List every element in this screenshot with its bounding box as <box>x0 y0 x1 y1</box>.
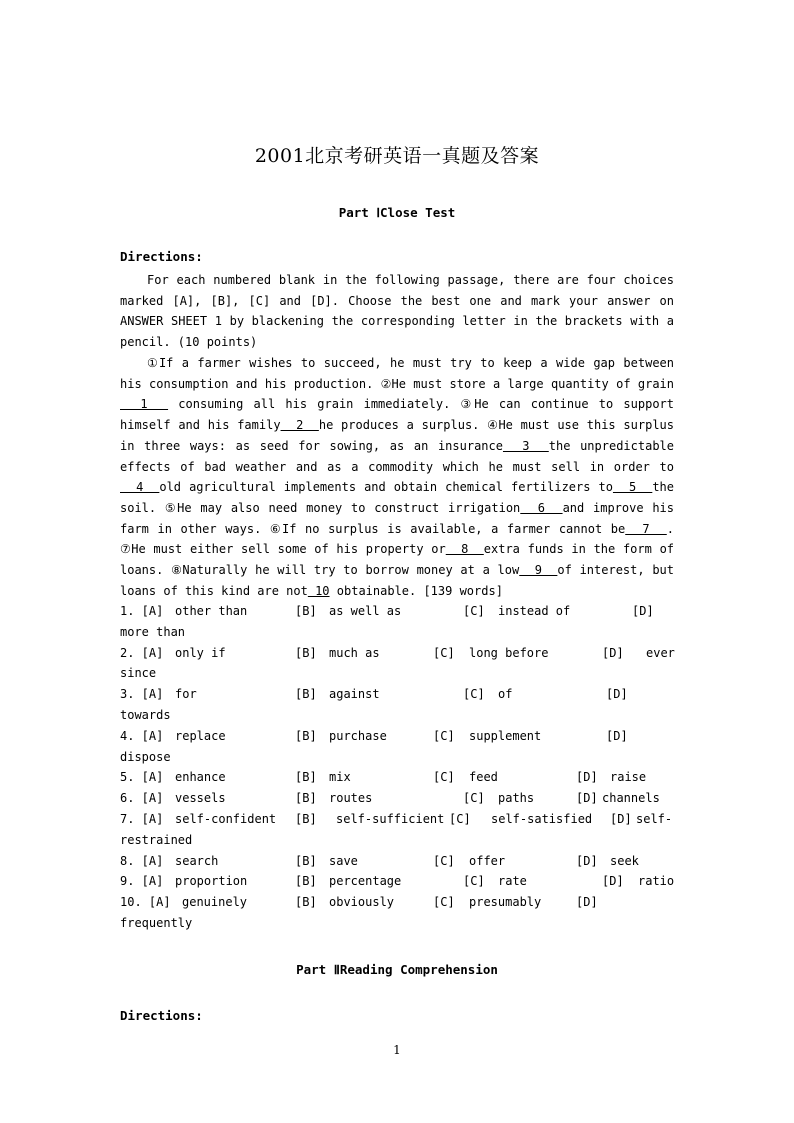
option-a-label: 8. [A] <box>120 853 164 868</box>
option-a: enhance <box>175 770 226 785</box>
part1-heading: Part ⅠClose Test <box>338 205 456 220</box>
option-b-label: [B] <box>295 604 317 618</box>
question-7 <box>120 809 680 851</box>
option-a: other than <box>175 604 248 618</box>
question-8 <box>120 851 680 872</box>
option-d: ratio <box>638 874 675 889</box>
option-d: ever <box>646 645 675 660</box>
option-d: dispose <box>120 749 171 764</box>
question-options <box>120 601 680 934</box>
option-b-label: [B] <box>295 770 317 785</box>
option-a: vessels <box>175 791 226 806</box>
passage-text: the soil. ⑤He may also need money to construct irrigation <box>120 480 674 515</box>
directions-label: Directions: <box>120 249 203 264</box>
option-d-continued: since <box>120 666 157 681</box>
directions2-label: Directions: <box>120 1008 203 1023</box>
option-d: more than <box>120 624 186 639</box>
option-b: against <box>329 687 380 702</box>
option-c: offer <box>469 853 506 868</box>
option-d: seek <box>610 853 639 868</box>
option-b: obviously <box>329 895 395 910</box>
option-a-label: 6. [A] <box>120 791 164 806</box>
question-4 <box>120 726 680 768</box>
option-b-label: [B] <box>295 895 317 910</box>
option-b-label: [B] <box>295 645 317 660</box>
option-a-label: 2. [A] <box>120 645 164 660</box>
option-c-label: [C] <box>449 811 471 826</box>
option-c-label: [C] <box>433 645 455 660</box>
question-3 <box>120 684 680 726</box>
passage-text: the unpredictable effects of bad weather and as a commodity which he must sell in order to <box>120 438 674 474</box>
part2-heading: Part ⅡReading Comprehension <box>296 962 498 977</box>
cloze-passage <box>120 353 674 601</box>
directions-text <box>120 270 674 353</box>
question-1 <box>120 601 680 643</box>
blank-5: 5 <box>612 480 653 495</box>
option-a-label: 5. [A] <box>120 770 164 785</box>
question-6 <box>120 788 680 809</box>
option-d: channels <box>602 791 660 806</box>
option-c: self-satisfied <box>491 811 593 826</box>
option-d-label: [D] <box>576 791 598 806</box>
option-a: self-confident <box>175 811 277 826</box>
option-a: search <box>175 853 219 868</box>
option-d-label: [D] <box>632 604 654 618</box>
option-b: much as <box>329 645 380 660</box>
option-d-label: [D] <box>602 645 624 660</box>
option-a-label: 7. [A] <box>120 811 164 826</box>
option-a-label: 4. [A] <box>120 728 164 743</box>
blank-2: 2 <box>280 418 319 433</box>
option-d-label: [D] <box>576 770 598 785</box>
passage-text: and improve his farm in other ways. ⑥If no surplus is available, a farmer cannot be <box>120 500 675 536</box>
option-c-label: [C] <box>433 853 455 868</box>
passage-text: old agricultural implements and obtain chemical fertilizers to <box>159 480 613 495</box>
page-number: 1 <box>393 1043 401 1057</box>
option-a: genuinely <box>182 895 248 910</box>
option-d: raise <box>610 770 647 785</box>
passage-text: extra funds in the form of loans. ⑧Naturally he will try to borrow money at a low <box>120 542 675 578</box>
blank-7: 7 <box>625 521 667 536</box>
option-d: towards <box>120 707 171 722</box>
option-d-label: [D] <box>606 728 628 743</box>
passage-text: obtainable. [139 words] <box>336 583 503 598</box>
blank-9: 9 <box>519 563 558 578</box>
option-c-label: [C] <box>433 895 455 910</box>
option-b: routes <box>329 791 373 806</box>
option-a: proportion <box>175 874 248 889</box>
option-c: presumably <box>469 895 542 910</box>
option-d-label: [D] <box>576 853 598 868</box>
option-b-label: [B] <box>295 874 317 889</box>
option-a-label: 9. [A] <box>120 874 164 889</box>
option-c-label: [C] <box>463 791 485 806</box>
option-a-label: 3. [A] <box>120 687 164 702</box>
question-10 <box>120 892 680 934</box>
option-b: self-sufficient <box>336 811 445 826</box>
option-b-label: [B] <box>295 853 317 868</box>
blank-1: 1 <box>120 397 169 412</box>
blank-8: 8 <box>445 542 484 557</box>
option-d-label: [D] <box>576 895 598 910</box>
option-a: replace <box>175 728 226 743</box>
option-d-continued: restrained <box>120 832 193 847</box>
option-d: frequently <box>120 915 193 930</box>
option-c-label: [C] <box>463 687 485 702</box>
question-9 <box>120 871 680 892</box>
option-d-label: [D] <box>602 874 624 889</box>
option-c: rate <box>498 874 527 889</box>
page-title: 2001北京考研英语一真题及答案 <box>254 145 540 167</box>
passage-text: . ⑦He must either sell some of his property or <box>120 521 674 557</box>
directions-paragraph: For each numbered blank in the following passage, there are four choices marked [A], [B], [C] and [D]. Choose the best one and mark your answer on ANSWER SHEET 1 by blackening the corresponding letter in the brackets with a pencil. (10 points) <box>120 273 674 350</box>
option-c: paths <box>498 791 535 806</box>
passage-text: of interest, but loans of this kind are not <box>120 563 674 598</box>
question-2 <box>120 643 680 685</box>
option-c: long before <box>469 645 549 660</box>
blank-3: 3 <box>502 438 549 453</box>
option-c-label: [C] <box>433 728 455 743</box>
option-b-label: [B] <box>295 687 317 702</box>
option-b: percentage <box>329 874 402 889</box>
option-c: supplement <box>469 728 542 743</box>
passage-text: he produces a surplus. ④He must use this surplus in three ways: as seed for sowing, as an insurance <box>120 418 674 453</box>
option-c-label: [C] <box>463 604 485 618</box>
option-b-label: [B] <box>295 811 317 826</box>
option-b-label: [B] <box>295 728 317 743</box>
option-a-label: 10. [A] <box>120 895 171 910</box>
option-c-label: [C] <box>433 770 455 785</box>
option-b-label: [B] <box>295 791 317 806</box>
option-b: save <box>329 853 358 868</box>
blank-6: 6 <box>520 500 563 515</box>
option-c: of <box>498 687 513 702</box>
option-c-label: [C] <box>463 874 485 889</box>
option-d-label: [D] <box>606 687 628 702</box>
option-a: for <box>175 687 197 702</box>
passage-text: consuming all his grain immediately. ③He can continue to support himself and his family <box>120 397 675 433</box>
option-b: purchase <box>329 728 387 743</box>
blank-10: 10 <box>307 583 330 598</box>
option-d-label: [D] <box>610 811 632 826</box>
option-b: as well as <box>329 604 402 618</box>
blank-4: 4 <box>120 480 160 495</box>
option-c: feed <box>469 770 498 785</box>
option-a-label: 1. [A] <box>120 604 164 618</box>
passage-text: ①If a farmer wishes to succeed, he must try to keep a wide gap between his consumption and his production. ②He must store a large quantity of grain <box>120 356 674 391</box>
option-a: only if <box>175 645 226 660</box>
option-d: self- <box>636 811 673 826</box>
question-5 <box>120 767 680 788</box>
option-c: instead of <box>498 604 571 618</box>
option-b: mix <box>329 770 351 785</box>
passage-paragraph <box>120 353 674 601</box>
